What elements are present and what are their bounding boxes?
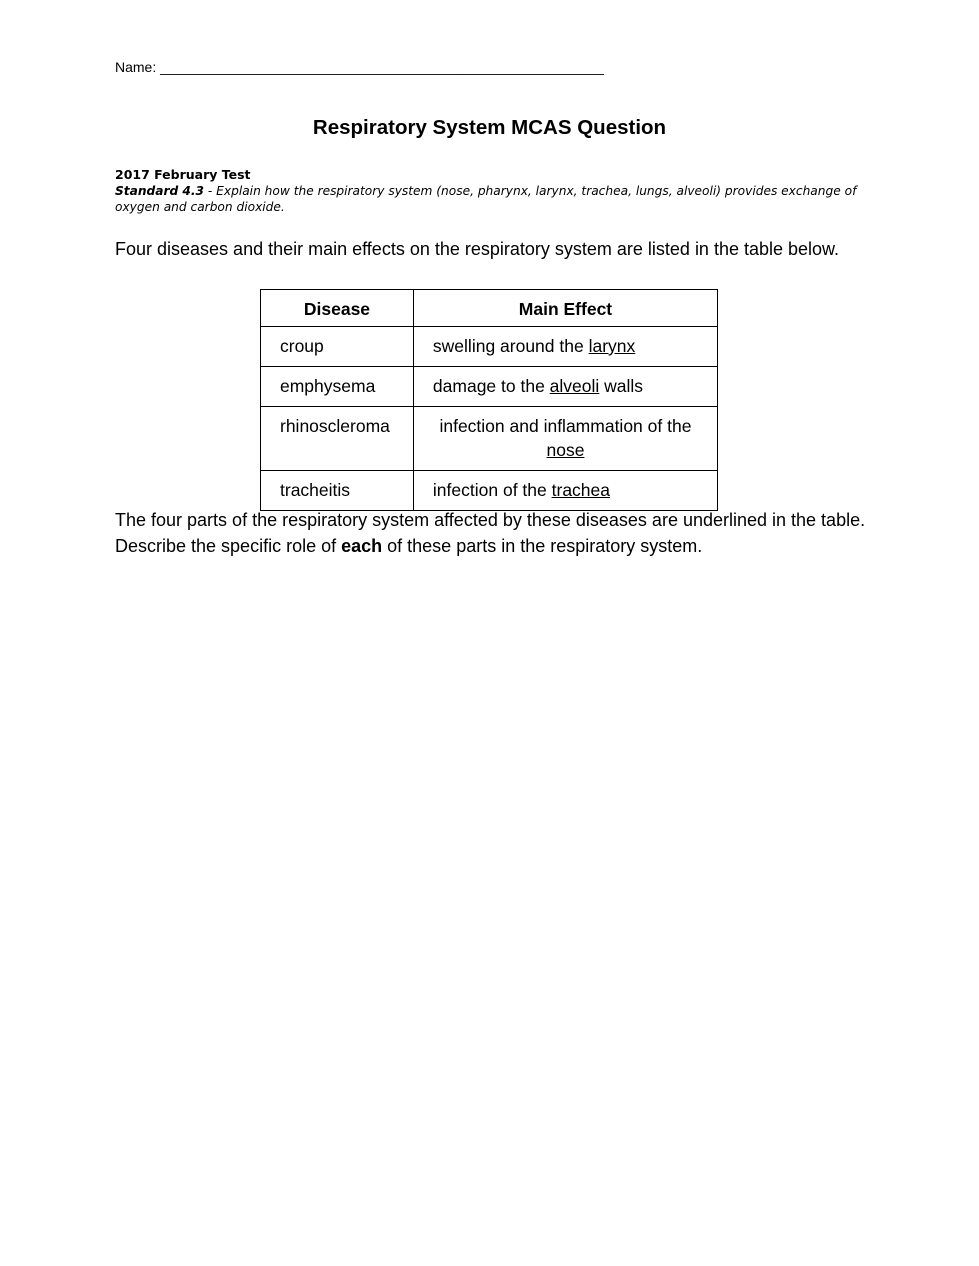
prompt-text: The four parts of the respiratory system affected by these diseases are underlined in the table. Describe the specific role of (115, 510, 866, 556)
standard-text: - Explain how the respiratory system (nose, pharynx, larynx, trachea, lungs, alveoli) provides exchange of oxygen and carbon dioxide. (115, 184, 857, 214)
body-part: nose (546, 440, 585, 460)
effect-cell (413, 327, 717, 367)
effect-cell (413, 367, 717, 407)
disease-cell: tracheitis (261, 471, 414, 511)
prompt-text-after: of these parts in the respiratory system. (382, 536, 703, 556)
disease-cell: croup (261, 327, 414, 367)
effect-cell (413, 471, 717, 511)
name-blank: _________________________________________________________ (160, 59, 604, 75)
standard-description (115, 183, 867, 215)
standard-code: Standard 4.3 (115, 184, 205, 198)
disease-table (260, 289, 718, 511)
effect-cell (413, 407, 717, 471)
table-row (261, 367, 718, 407)
page-title: Respiratory System MCAS Question (312, 116, 667, 139)
effect-text-after: walls (599, 376, 644, 396)
effect-text: swelling around the (432, 336, 589, 356)
intro-paragraph: Four diseases and their main effects on the respiratory system are listed in the table below. (115, 239, 840, 259)
disease-cell: rhinoscleroma (261, 407, 414, 471)
effect-text: infection of the (432, 480, 552, 500)
header-disease: Disease (261, 290, 414, 327)
name-field (115, 59, 604, 75)
table-row (261, 471, 718, 511)
header-main-effect: Main Effect (413, 290, 717, 327)
prompt-emphasis: each (341, 536, 383, 556)
body-part: larynx (588, 336, 636, 356)
table-header-row (261, 290, 718, 327)
disease-cell: emphysema (261, 367, 414, 407)
effect-text: damage to the (432, 376, 550, 396)
question-prompt (115, 507, 875, 559)
body-part: trachea (551, 480, 610, 500)
table-row (261, 327, 718, 367)
name-label: Name: (115, 59, 157, 75)
test-label: 2017 February Test (115, 167, 251, 182)
effect-text: infection and inflammation of the (439, 416, 692, 436)
table-row (261, 407, 718, 471)
body-part: alveoli (549, 376, 600, 396)
